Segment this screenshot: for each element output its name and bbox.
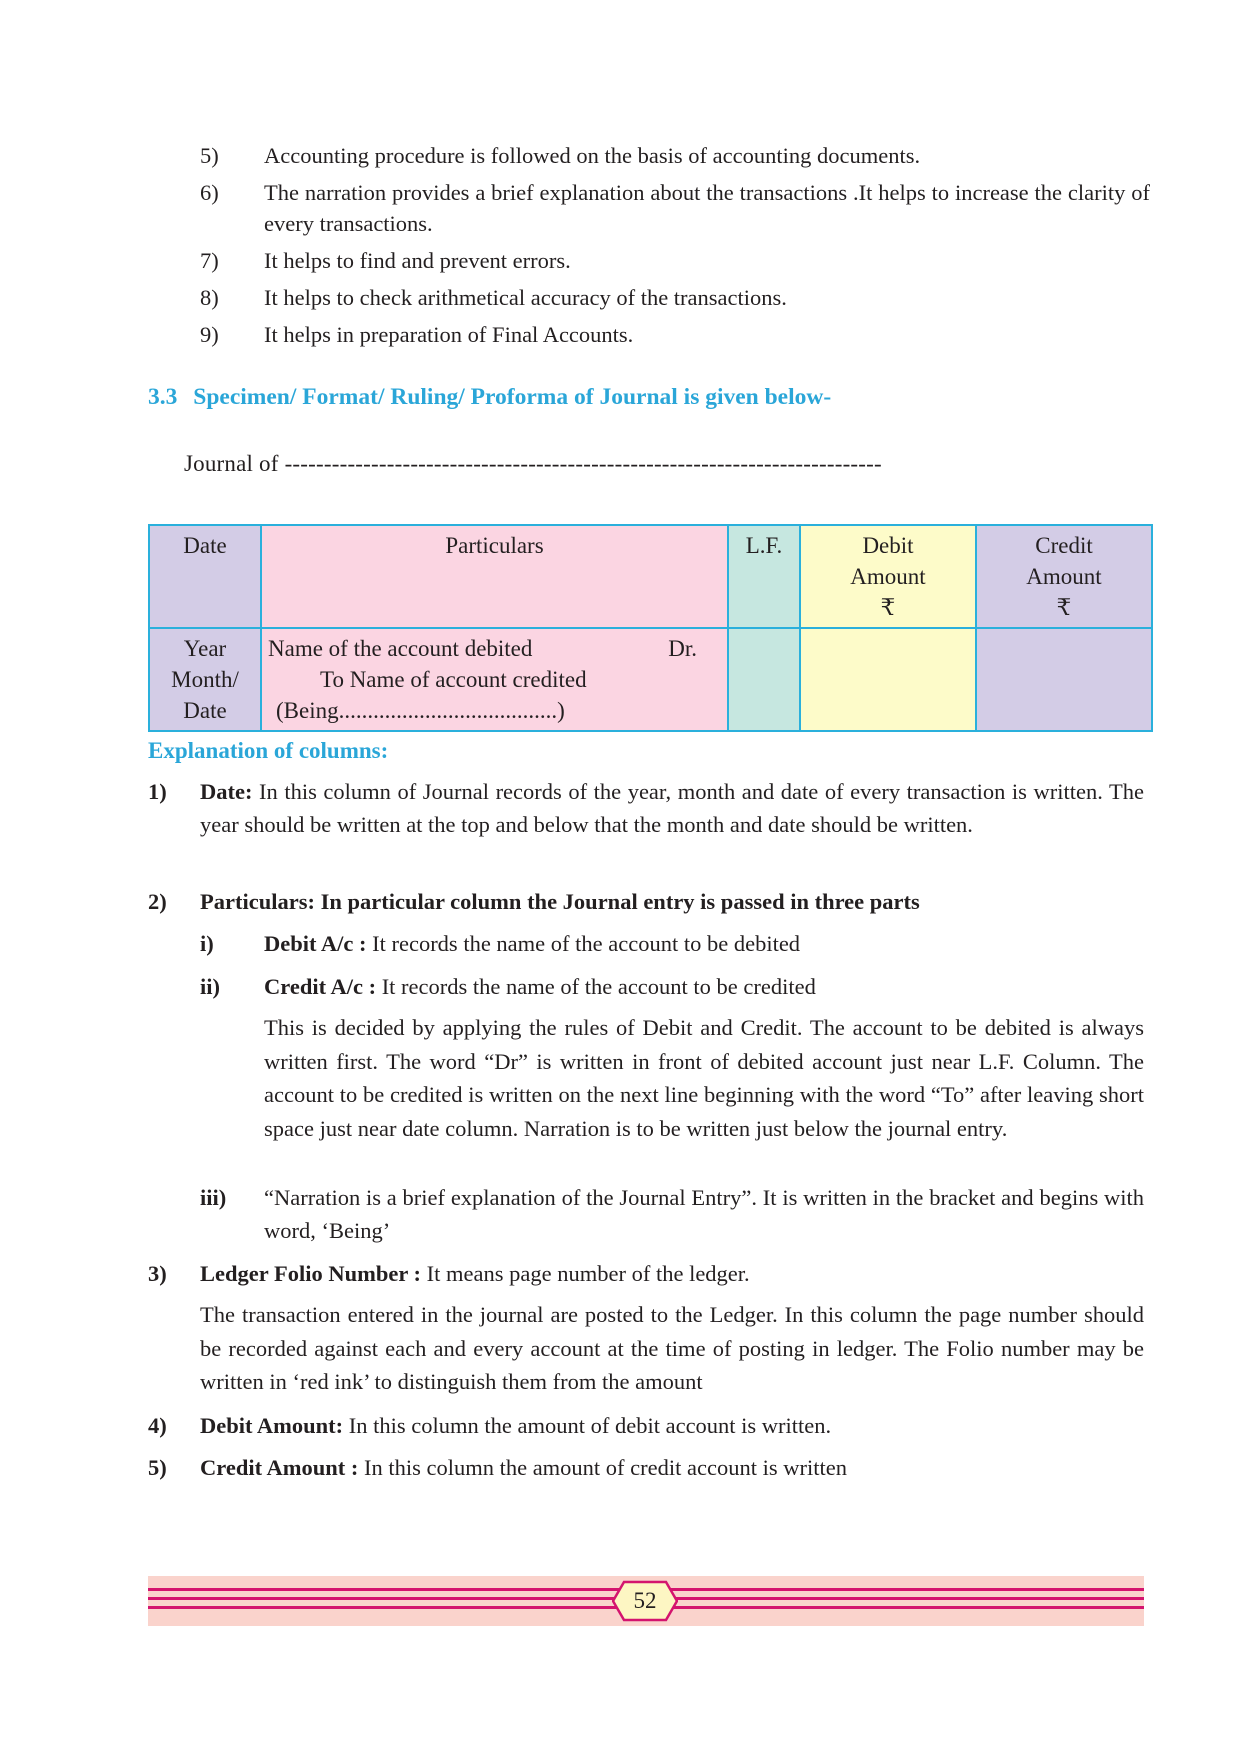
- list-item: [200, 140, 1150, 171]
- list-text: It helps to find and prevent errors.: [264, 248, 571, 273]
- rupee-symbol: ₹: [880, 595, 896, 620]
- list-number: 8): [200, 285, 219, 310]
- item-body: [200, 1257, 1144, 1290]
- subitem-label: Debit A/c :: [264, 931, 367, 956]
- item-text: In this column of Journal records of the year, month and date of every transaction is written. The year should be written at the top and below that the month and date should be written.: [200, 779, 1144, 837]
- date-year: Year: [183, 636, 227, 661]
- date-month: Month/: [171, 667, 239, 692]
- list-item: [200, 245, 1150, 276]
- item-text: In this column the amount of debit account is written.: [343, 1413, 832, 1438]
- subitem-debit: [200, 927, 1144, 960]
- list-number: 6): [200, 180, 219, 205]
- table-row: [149, 628, 1152, 731]
- cell-date: [149, 628, 261, 731]
- explanation-item-ledger-folio: [148, 1257, 1144, 1290]
- subitem-credit: [200, 970, 1144, 1003]
- item-label: Debit Amount:: [200, 1413, 344, 1438]
- item-label: Ledger Folio Number :: [200, 1261, 422, 1286]
- header-lf: L.F.: [728, 525, 800, 628]
- subitem-body: [264, 927, 1144, 960]
- subitem-number: ii): [200, 974, 220, 999]
- item-number: 5): [148, 1455, 167, 1480]
- subitem-text: It records the name of the account to be debited: [366, 931, 801, 956]
- journal-specimen-table: [148, 524, 1153, 732]
- item-label: Particulars: In particular column the Journal entry is passed in three parts: [200, 889, 920, 914]
- item-text: In this column the amount of credit account is written: [358, 1455, 847, 1480]
- list-text: It helps in preparation of Final Accounts.: [264, 322, 634, 347]
- cell-lf: [728, 628, 800, 731]
- continued-list: [200, 140, 1150, 356]
- explanation-item-debit-amount: [148, 1409, 1144, 1442]
- header-debit-amount: [800, 525, 976, 628]
- credited-account: To Name of account credited: [320, 667, 587, 692]
- explanation-heading: Explanation of columns:: [148, 738, 389, 763]
- explanation-item-particulars: [148, 885, 1144, 918]
- item-label: Date:: [200, 779, 253, 804]
- header-credit-line2: Amount: [1026, 564, 1102, 589]
- header-particulars: Particulars: [261, 525, 728, 628]
- cell-credit: [976, 628, 1152, 731]
- item-body: [200, 885, 1144, 918]
- header-date: Date: [149, 525, 261, 628]
- subitem-narration: [200, 1181, 1144, 1247]
- date-date: Date: [183, 698, 227, 723]
- section-title: Specimen/ Format/ Ruling/ Proforma of Journal is given below-: [193, 384, 832, 410]
- cell-debit: [800, 628, 976, 731]
- dr-mark: Dr.: [668, 636, 697, 661]
- header-credit-line1: Credit: [1035, 533, 1093, 558]
- item-label: Credit Amount :: [200, 1455, 359, 1480]
- credit-rules-paragraph: This is decided by applying the rules of Debit and Credit. The account to be debited is always written first. The word “Dr” is written in front of debited account just near L.F. Column. The account to be credited is written on the next line beginning with the word “To” after leaving short space just near date column. Narration is to be written just below the journal entry.: [264, 1015, 1144, 1141]
- narration: (Being......................................): [276, 698, 565, 723]
- header-credit-amount: [976, 525, 1152, 628]
- rupee-symbol: ₹: [1056, 595, 1072, 620]
- subitem-text: “Narration is a brief explanation of the Journal Entry”. It is written in the bracket and begins with word, ‘Being’: [264, 1185, 1144, 1243]
- item-body: [200, 775, 1144, 841]
- cell-particulars: [261, 628, 728, 731]
- explanation-item-date: [148, 775, 1144, 841]
- section-heading: [148, 384, 831, 411]
- list-number: 7): [200, 248, 219, 273]
- list-text: Accounting procedure is followed on the basis of accounting documents.: [264, 143, 921, 168]
- table-header-row: [149, 525, 1152, 628]
- debited-account: Name of the account debited: [268, 636, 533, 661]
- subitem-number: i): [200, 931, 214, 956]
- subitem-number: iii): [200, 1185, 227, 1210]
- explanation-item-credit-amount: [148, 1451, 1144, 1484]
- item-number: 1): [148, 779, 167, 804]
- item-number: 3): [148, 1261, 167, 1286]
- item-body: [200, 1409, 1144, 1442]
- list-text: It helps to check arithmetical accuracy of the transactions.: [264, 285, 787, 310]
- item-number: 2): [148, 889, 167, 914]
- page-number: 52: [633, 1588, 657, 1613]
- header-debit-line1: Debit: [862, 533, 914, 558]
- item-number: 4): [148, 1413, 167, 1438]
- journal-of-line: Journal of ----------------------------------------------------------------------------: [184, 451, 882, 476]
- list-item: [200, 177, 1150, 239]
- header-debit-line2: Amount: [850, 564, 926, 589]
- ledger-folio-paragraph: The transaction entered in the journal are posted to the Ledger. In this column the page number should be recorded against each and every account at the time of posting in ledger. The Folio number may be written in ‘red ink’ to distinguish them from the amount: [200, 1302, 1144, 1394]
- item-body: [200, 1451, 1144, 1484]
- section-number: 3.3: [148, 384, 178, 410]
- item-text: It means page number of the ledger.: [421, 1261, 750, 1286]
- list-item: [200, 319, 1150, 350]
- subitem-label: Credit A/c :: [264, 974, 377, 999]
- subitem-body: [264, 970, 1144, 1003]
- list-number: 9): [200, 322, 219, 347]
- list-text: The narration provides a brief explanation about the transactions .It helps to increase the clarity of every transactions.: [264, 180, 1150, 236]
- list-number: 5): [200, 143, 219, 168]
- debit-entry: [268, 633, 721, 664]
- subitem-text: It records the name of the account to be credited: [376, 974, 816, 999]
- list-item: [200, 282, 1150, 313]
